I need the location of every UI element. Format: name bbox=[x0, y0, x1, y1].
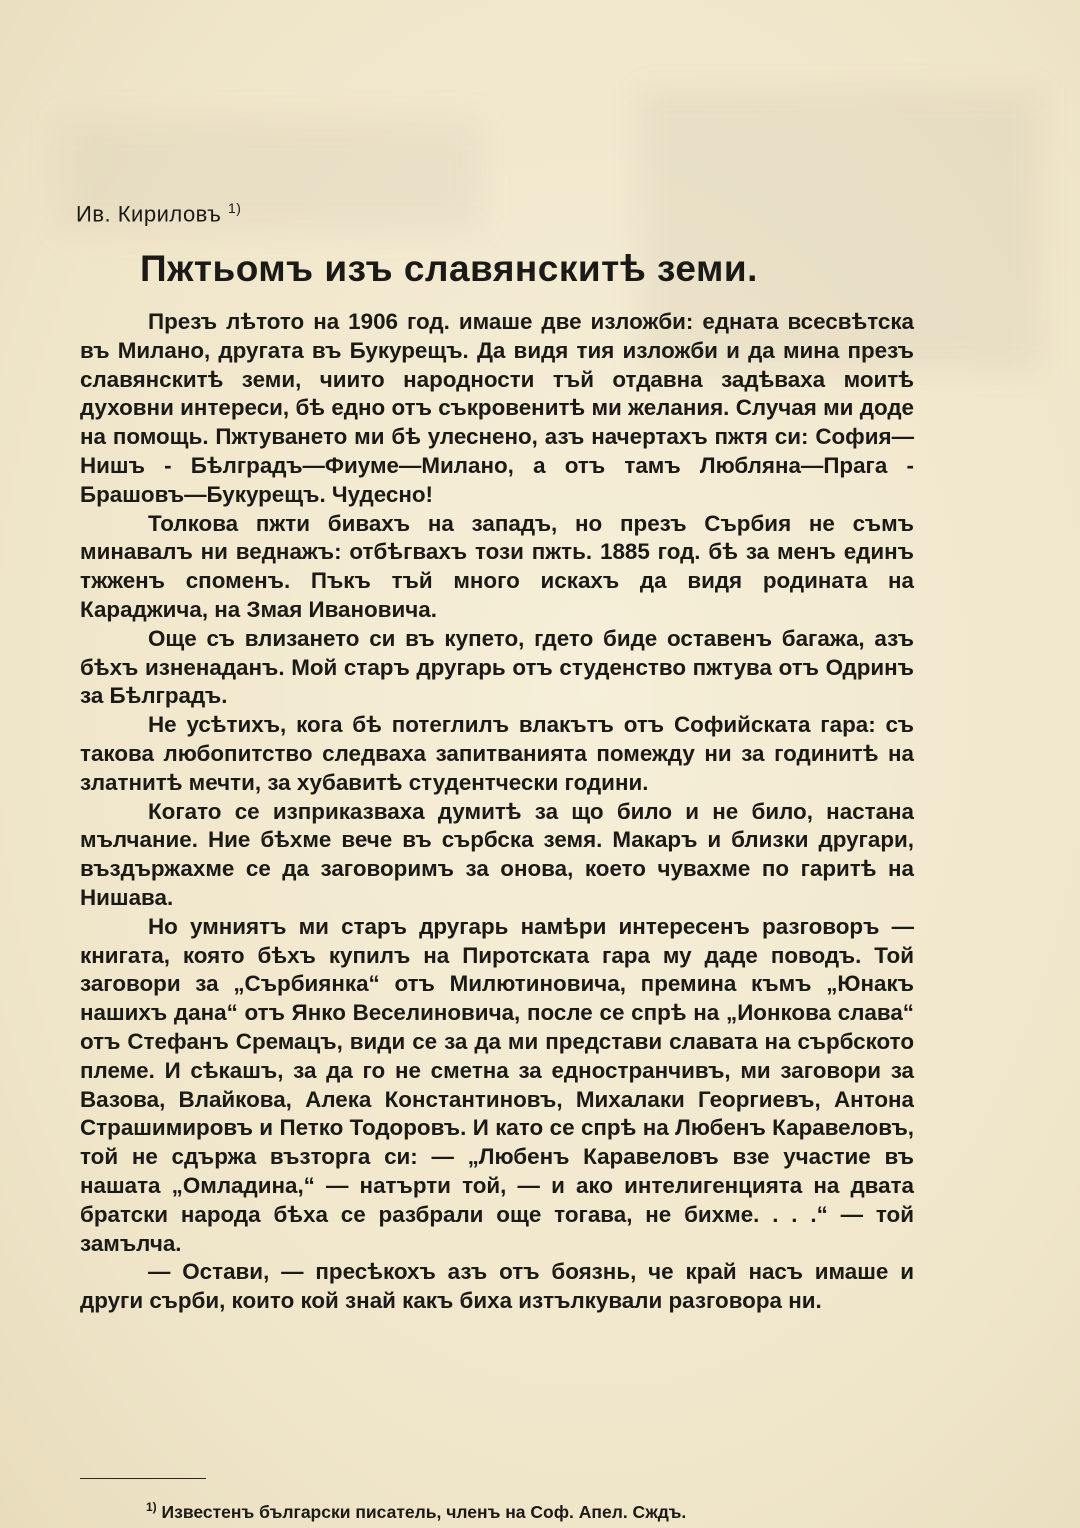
paragraph: Презъ лѣтото на 1906 год. имаше две изложби: едната всесвѣтска въ Милано, другата въ Букурещъ. Да видя тия изложби и да мина презъ славянскитѣ земи, чиито народности тъй отдавна задѣваха моитѣ духовни интереси, бѣ едно отъ съкровенитѣ ми желания. Случая ми доде на помощь. Пжтуването ми бѣ улеснено, азъ начертахъ пжтя си: София—Нишъ - Бѣлградъ—Фиуме—Милано, а отъ тамъ Любляна—Прага - Брашовъ—Букурещъ. Чудесно! bbox=[80, 309, 914, 507]
article-title: Пжтьомъ изъ славянскитѣ земи. bbox=[140, 248, 758, 289]
paragraph: Не усѣтихъ, кога бѣ потеглилъ влакътъ отъ Софийската гара: съ такова любопитство следваха запитванията помежду ни за годинитѣ на златнитѣ мечти, за хубавитѣ студентчески години. bbox=[80, 712, 914, 795]
author-line bbox=[76, 200, 241, 227]
footnote-mark: 1) bbox=[146, 1500, 157, 1514]
footnote bbox=[146, 1500, 926, 1523]
paragraph: — Остави, — пресѣкохъ азъ отъ боязнь, че край насъ имаше и други сърби, които кой знай какъ биха изтълкували разговора ни. bbox=[80, 1259, 914, 1314]
paragraph: Толкова пжти бивахъ на западъ, но презъ Сърбия не съмъ минавалъ ни веднажъ: отбѣгвахъ този пжть. 1885 год. бѣ за менъ единъ тжженъ споменъ. Пъкъ тъй много искахъ да видя родината на Караджича, на Змая Ивановича. bbox=[80, 510, 914, 622]
author-note-mark: 1) bbox=[228, 200, 242, 216]
paragraph: Когато се изприказваха думитѣ за що било и не било, настана мълчание. Ние бѣхме вече въ сърбска земя. Макаръ и близки другари, въздържахме се да заговоримъ за онова, което чувахме по гаритѣ на Нишава. bbox=[80, 798, 914, 910]
footnote-text: Известенъ български писатель, членъ на Соф. Апел. Сждъ. bbox=[161, 1501, 687, 1522]
footnote-rule bbox=[80, 1478, 206, 1479]
author-name: Ив. Кириловъ bbox=[76, 201, 222, 227]
paragraph: Но умниятъ ми старъ другарь намѣри интересенъ разговоръ — книгата, която бѣхъ купилъ на Пиротската гара му даде поводъ. Той заговори за „Сърбиянка“ отъ Милютиновича, премина къмъ „Юнакъ нашихъ дана“ отъ Янко Веселиновича, после се спрѣ на „Ионкова слава“ отъ Стефанъ Cремацъ, види се за да ми представи славата на сърбското племе. И сѣкашъ, за да го не сметна за едностранчивъ, ми заговори за Вазова, Влайкова, Алека Константиновъ, Михалаки Георгиевъ, Антона Страшимировъ и Петко Тодоровъ. И като се спрѣ на Любенъ Каравеловъ, той не сдържа възторга си: — „Любенъ Каравеловъ взе участие въ нашата „Омладина,“ — натърти той, — и ако интелигенцията на двата братски народа бѣха се разбрали още тогава, не бихме. . . .“ — той замълча. bbox=[80, 913, 914, 1256]
paragraph: Още съ влизането си въ купето, гдето биде оставенъ багажа, азъ бѣхъ изненаданъ. Мой старъ другарь отъ студенство пжтува отъ Одринъ за Бѣлградъ. bbox=[80, 625, 914, 709]
article-body bbox=[80, 308, 914, 1316]
